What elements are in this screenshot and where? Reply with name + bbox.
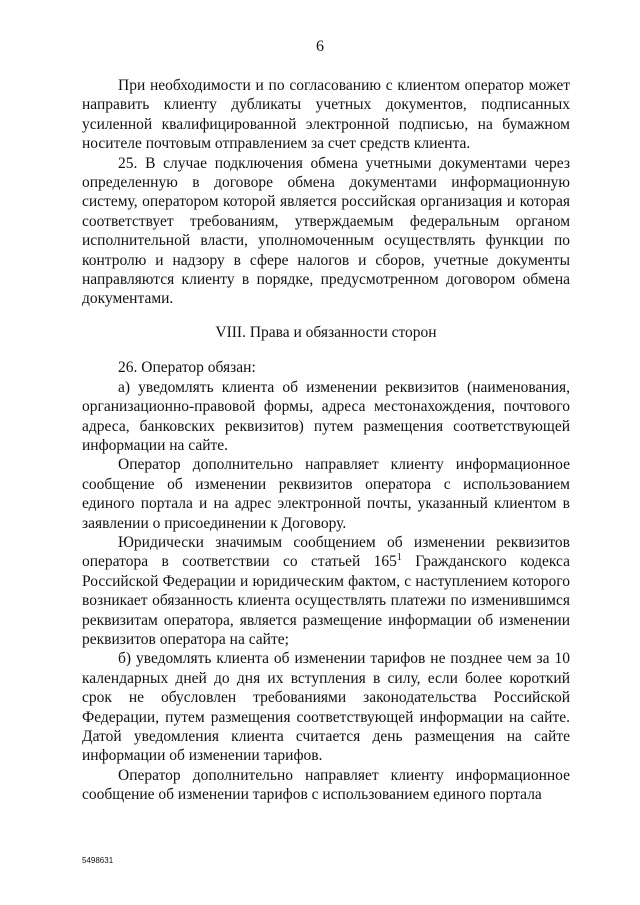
paragraph-text: Юридически значимым сообщением об изменении реквизитов оператора в соответствии со статьей 165 xyxy=(82,533,570,571)
paragraph: Оператор дополнительно направляет клиенту информационное сообщение об изменении реквизитов оператора с использованием единого портала и на адрес электронной почты, указанный клиентом в заявлении о присоединении к Договору. xyxy=(82,456,570,532)
section-heading: VIII. Права и обязанности сторон xyxy=(215,323,437,341)
document-id: 5498631 xyxy=(82,856,114,865)
paragraph-text: Гражданского кодекса Российской Федерации и юридическим фактом, с наступлением которого возникает обязанность клиента осуществлять платежи по изменившимся реквизитам оператора, является размещение информации об изменении реквизитов оператора на сайте; xyxy=(82,553,570,648)
document-body xyxy=(82,76,570,805)
paragraph-26b: б) уведомлять клиента об изменении тарифов не позднее чем за 10 календарных дней до дня их вступления в силу, если более короткий срок не обусловлен требованиями законодательства Российской Федерации, путем размещения соответствующей информации на сайте. Датой уведомления клиента считается день размещения на сайте информации об изменении тарифов. xyxy=(82,650,570,765)
paragraph-26: 26. Оператор обязан: xyxy=(118,359,256,377)
superscript: 1 xyxy=(396,552,402,564)
paragraph: При необходимости и по согласованию с клиентом оператор может направить клиенту дубликаты учетных документов, подписанных усиленной квалифицированной электронной подписью, на бумажном носителе почтовым отправлением за счет средств клиента. xyxy=(82,77,570,153)
page-number: 6 xyxy=(316,38,324,55)
paragraph-legal-message xyxy=(82,533,570,649)
paragraph-25: 25. В случае подключения обмена учетными документами через определенную в договоре обмена документами информационную систему, оператором которой является российская организация и которая соответствует требованиям, утверждаемым федеральным органом исполнительной власти, уполномоченным осуществлять функции по контролю и надзору в сфере налогов и сборов, учетные документы направляются клиенту в порядке, предусмотренном договором обмена документами. xyxy=(82,154,570,308)
paragraph: Оператор дополнительно направляет клиенту информационное сообщение об изменении тарифов с использованием единого портала xyxy=(82,766,570,804)
paragraph-26a: а) уведомлять клиента об изменении реквизитов (наименования, организационно-правовой формы, адреса местонахождения, почтового адреса, банковских реквизитов) путем размещения соответствующей информации на сайте. xyxy=(82,378,570,454)
